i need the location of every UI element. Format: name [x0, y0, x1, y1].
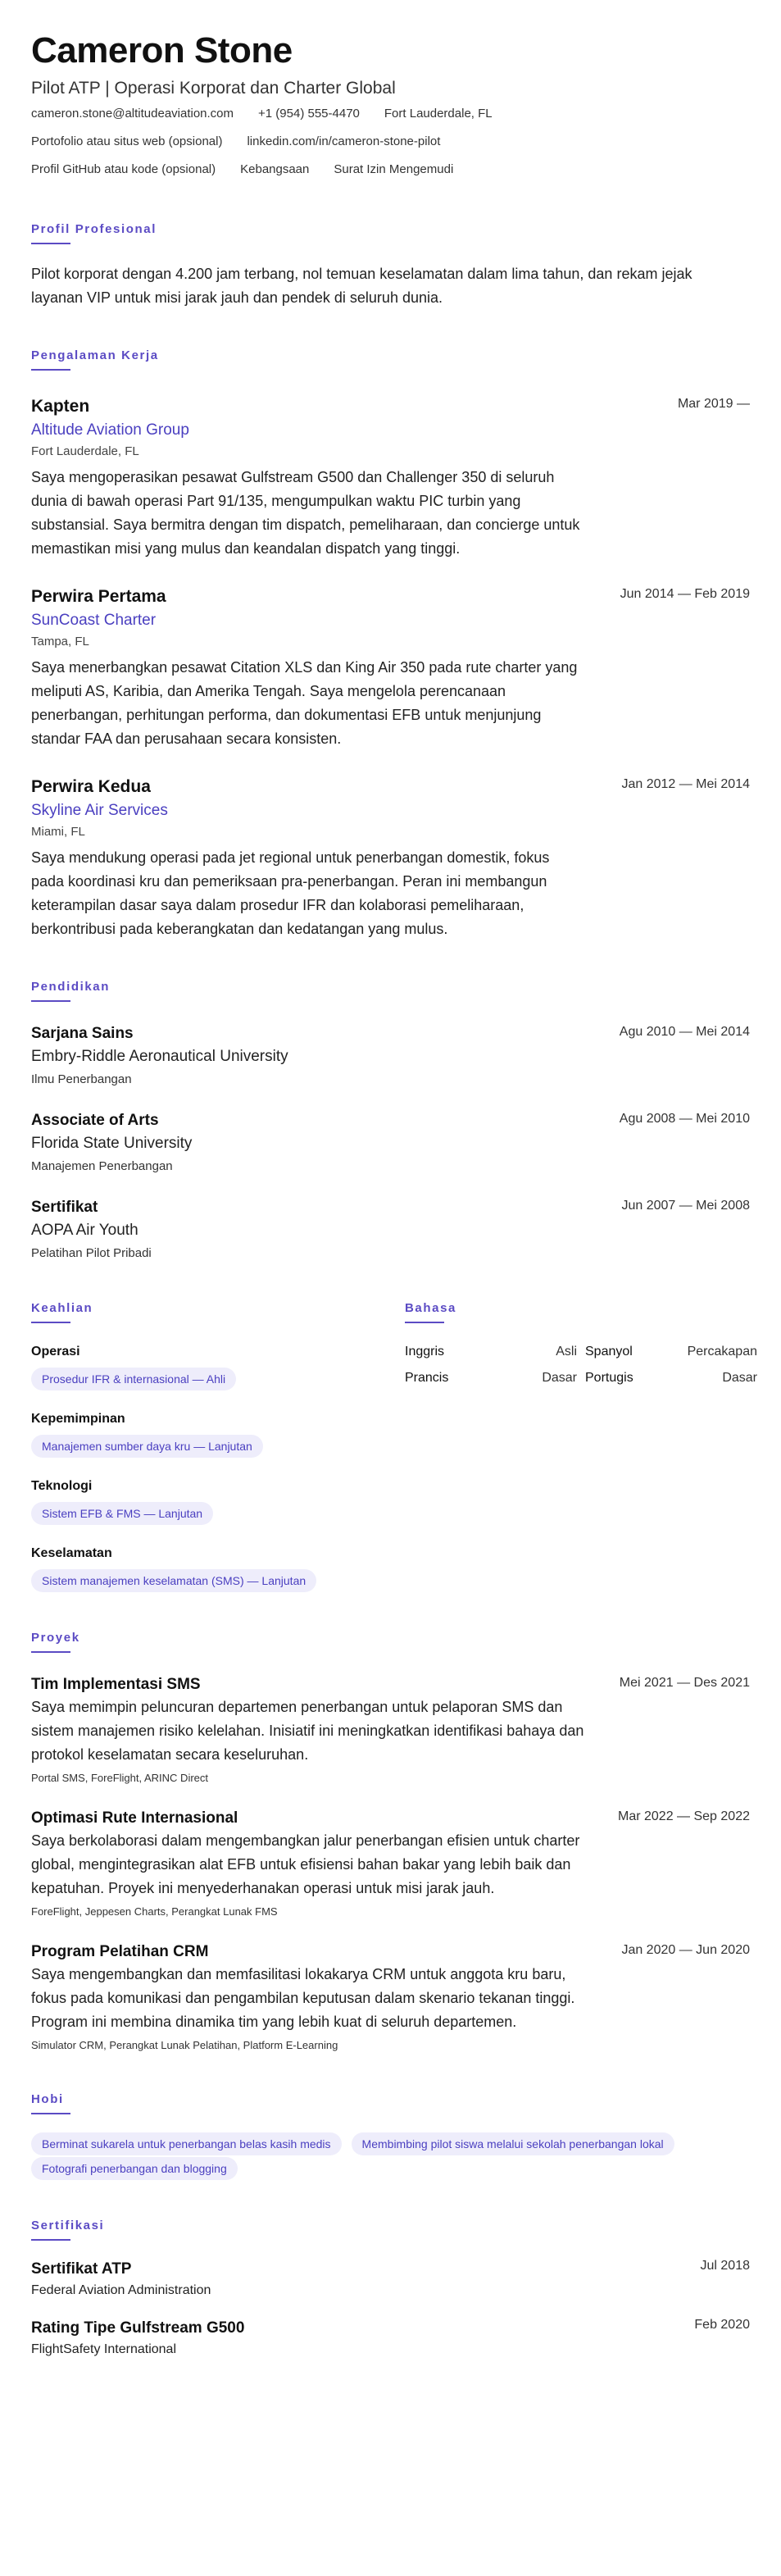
hobbies-section — [31, 2091, 750, 2180]
section-title-education: Pendidikan — [31, 980, 111, 994]
job-company: Altitude Aviation Group — [31, 421, 189, 439]
certification-name: Sertifikat ATP — [31, 2260, 132, 2278]
education-section — [31, 979, 750, 1263]
education-date: Jun 2007 — Mei 2008 — [621, 1199, 750, 1213]
job-date: Jun 2014 — Feb 2019 — [620, 587, 750, 601]
project-entry — [31, 1674, 750, 1786]
skill-group — [31, 1410, 405, 1458]
education-degree: Associate of Arts — [31, 1112, 159, 1129]
hobby-list — [31, 2132, 736, 2180]
job-title: Perwira Pertama — [31, 587, 166, 606]
job-location: Tampa, FL — [31, 635, 89, 649]
skill-category: Teknologi — [31, 1479, 93, 1493]
section-title-experience: Pengalaman Kerja — [31, 348, 159, 362]
education-school: Florida State University — [31, 1135, 193, 1152]
job-location: Miami, FL — [31, 825, 85, 839]
certification-issuer: FlightSafety International — [31, 2342, 176, 2356]
contact-row-1 — [31, 100, 750, 128]
project-description: Saya memimpin peluncuran departemen penerbangan untuk pelaporan SMS dan sistem manajemen risiko kelelahan. Inisiatif ini meningkatkan identifikasi bahaya dan protokol keselamatan secara keseluruhan. — [31, 1699, 584, 1763]
skill-chip: Manajemen sumber daya kru — Lanjutan — [31, 1435, 263, 1458]
project-entry — [31, 1808, 750, 1920]
contact-github[interactable]: Profil GitHub atau kode (opsional) — [31, 162, 216, 176]
education-degree: Sertifikat — [31, 1199, 98, 1216]
language-level: Percakapan — [687, 1345, 757, 1359]
skill-chip: Sistem EFB & FMS — Lanjutan — [31, 1502, 213, 1525]
job-company: Skyline Air Services — [31, 802, 168, 819]
certification-entry — [31, 2259, 750, 2300]
project-name: Tim Implementasi SMS — [31, 1676, 201, 1693]
contact-phone[interactable]: +1 (954) 555-4470 — [258, 107, 360, 121]
job-location: Fort Lauderdale, FL — [31, 444, 139, 458]
job-entry — [31, 776, 750, 941]
section-title-profile: Profil Profesional — [31, 222, 157, 236]
language-name: Spanyol — [585, 1345, 633, 1359]
job-title: Perwira Kedua — [31, 777, 151, 796]
project-tech: Simulator CRM, Perangkat Lunak Pelatihan, Platform E-Learning — [31, 2039, 338, 2051]
skill-chip: Prosedur IFR & internasional — Ahli — [31, 1368, 236, 1390]
section-title-skills: Keahlian — [31, 1301, 93, 1315]
section-divider — [31, 2239, 70, 2241]
education-field: Ilmu Penerbangan — [31, 1072, 132, 1086]
project-description: Saya berkolaborasi dalam mengembangkan jalur penerbangan efisien untuk charter global, mengintegrasikan alat EFB untuk efisiensi bahan bakar yang lebih baik dan kepatuhan. Proyek ini menyederhanakan operasi untuk misi jarak jauh. — [31, 1832, 580, 1896]
education-date: Agu 2010 — Mei 2014 — [619, 1025, 750, 1039]
language-name: Portugis — [585, 1371, 633, 1385]
contact-linkedin[interactable]: linkedin.com/in/cameron-stone-pilot — [247, 134, 441, 148]
project-entry — [31, 1941, 750, 2054]
job-description: Saya menerbangkan pesawat Citation XLS dan King Air 350 pada rute charter yang meliputi AS, Karibia, dan Amerika Tengah. Saya mengelola perencanaan penerbangan, perhitungan performa, dan dokumentasi EFB untuk menjunjung standar FAA dan perusahaan secara konsisten. — [31, 659, 578, 747]
contact-row-2 — [31, 128, 750, 156]
job-entry — [31, 585, 750, 751]
skill-chip: Sistem manajemen keselamatan (SMS) — Lanjutan — [31, 1569, 316, 1592]
language-level: Asli — [556, 1345, 577, 1359]
certification-entry — [31, 2318, 750, 2359]
profile-section — [31, 221, 750, 310]
skill-group — [31, 1545, 405, 1592]
education-school: AOPA Air Youth — [31, 1222, 138, 1239]
experience-section — [31, 348, 750, 941]
education-date: Agu 2008 — Mei 2010 — [619, 1112, 750, 1126]
job-company: SunCoast Charter — [31, 612, 157, 629]
hobby-chip: Membimbing pilot siswa melalui sekolah penerbangan lokal — [352, 2132, 674, 2155]
education-entry — [31, 1110, 750, 1176]
language-grid — [405, 1345, 757, 1386]
job-entry — [31, 395, 750, 561]
education-degree: Sarjana Sains — [31, 1025, 134, 1042]
profile-summary: Pilot korporat dengan 4.200 jam terbang, nol temuan keselamatan dalam lima tahun, dan rekam jejak layanan VIP untuk misi jarak jauh dan pendek di seluruh dunia. — [31, 266, 692, 306]
languages-section — [405, 1300, 757, 1592]
education-school: Embry-Riddle Aeronautical University — [31, 1048, 288, 1065]
project-description: Saya mengembangkan dan memfasilitasi lokakarya CRM untuk anggota kru baru, fokus pada komunikasi dan pengambilan keputusan dalam skenario tekanan tinggi. Program ini membina dinamika tim yang lebih kuat di seluruh departemen. — [31, 1966, 575, 2030]
education-entry — [31, 1023, 750, 1089]
language-level: Dasar — [542, 1371, 577, 1385]
contact-row-3 — [31, 156, 750, 184]
contact-location: Fort Lauderdale, FL — [384, 107, 493, 121]
certifications-section — [31, 2218, 750, 2359]
section-divider — [31, 1322, 70, 1323]
contact-nationality: Kebangsaan — [240, 162, 310, 176]
section-divider — [31, 2113, 70, 2114]
contact-portfolio[interactable]: Portofolio atau situs web (opsional) — [31, 134, 223, 148]
language-level: Dasar — [722, 1371, 757, 1385]
section-divider — [31, 1651, 70, 1653]
resume-header — [31, 30, 750, 184]
certification-date: Feb 2020 — [694, 2318, 750, 2332]
project-date: Mei 2021 — Des 2021 — [619, 1676, 750, 1690]
project-date: Jan 2020 — Jun 2020 — [621, 1943, 750, 1957]
section-title-projects: Proyek — [31, 1631, 80, 1645]
project-name: Optimasi Rute Internasional — [31, 1809, 238, 1827]
certification-issuer: Federal Aviation Administration — [31, 2283, 211, 2297]
section-divider — [31, 1000, 70, 1002]
job-date: Jan 2012 — Mei 2014 — [621, 777, 750, 791]
education-field: Manajemen Penerbangan — [31, 1159, 173, 1173]
skill-group — [31, 1477, 405, 1525]
skills-section — [31, 1300, 405, 1592]
project-tech: Portal SMS, ForeFlight, ARINC Direct — [31, 1772, 208, 1784]
skills-languages-row — [31, 1300, 757, 1592]
section-title-languages: Bahasa — [405, 1301, 456, 1315]
section-divider — [31, 243, 70, 244]
project-name: Program Pelatihan CRM — [31, 1943, 209, 1960]
hobby-chip: Berminat sukarela untuk penerbangan belas kasih medis — [31, 2132, 342, 2155]
section-title-certifications: Sertifikasi — [31, 2219, 105, 2232]
job-description: Saya mengoperasikan pesawat Gulfstream G500 dan Challenger 350 di seluruh dunia di bawah operasi Part 91/135, mengumpulkan waktu PIC turbin yang substansial. Saya bermitra dengan tim dispatch, pemeliharaan, dan concierge untuk memastikan misi yang mulus dan keandalan dispatch yang tinggi. — [31, 469, 580, 557]
candidate-headline: Pilot ATP | Operasi Korporat dan Charter Global — [31, 79, 396, 98]
projects-section — [31, 1630, 750, 2054]
education-entry — [31, 1197, 750, 1263]
project-date: Mar 2022 — Sep 2022 — [618, 1809, 750, 1823]
hobby-chip: Fotografi penerbangan dan blogging — [31, 2157, 238, 2180]
certification-date: Jul 2018 — [700, 2259, 750, 2273]
language-name: Inggris — [405, 1345, 445, 1359]
certification-name: Rating Tipe Gulfstream G500 — [31, 2319, 245, 2337]
contact-email[interactable]: cameron.stone@altitudeaviation.com — [31, 107, 234, 121]
skill-category: Operasi — [31, 1345, 80, 1359]
section-divider — [405, 1322, 444, 1323]
job-date: Mar 2019 — — [677, 397, 750, 411]
project-tech: ForeFlight, Jeppesen Charts, Perangkat Lunak FMS — [31, 1905, 278, 1918]
section-divider — [31, 369, 70, 371]
contact-license: Surat Izin Mengemudi — [334, 162, 454, 176]
job-description: Saya mendukung operasi pada jet regional untuk penerbangan domestik, fokus pada koordinasi kru dan pemeriksaan pra-penerbangan. Peran ini membangun keterampilan dasar saya dalam prosedur IFR dan kolaborasi pemeliharaan, berkontribusi pada keberangkatan dan kedatangan yang mulus. — [31, 849, 550, 937]
candidate-name: Cameron Stone — [31, 30, 293, 71]
education-field: Pelatihan Pilot Pribadi — [31, 1246, 152, 1260]
skill-category: Kepemimpinan — [31, 1412, 125, 1426]
section-title-hobbies: Hobi — [31, 2092, 64, 2106]
skill-category: Keselamatan — [31, 1546, 112, 1560]
language-name: Prancis — [405, 1371, 449, 1385]
skill-group — [31, 1343, 405, 1390]
job-title: Kapten — [31, 397, 90, 416]
